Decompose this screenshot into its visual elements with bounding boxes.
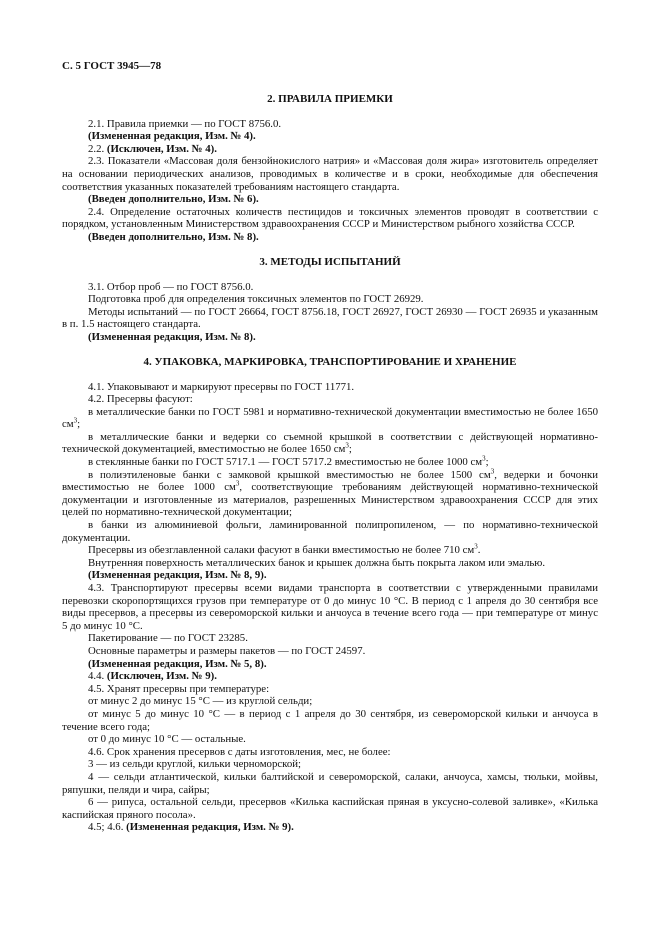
paragraph-text: ; xyxy=(77,418,81,431)
paragraph-text: 3.1. Отбор проб — по ГОСТ 8756.0. xyxy=(88,280,254,293)
paragraph xyxy=(62,771,598,796)
amendment-note xyxy=(62,569,598,582)
paragraph-text: от минус 5 до минус 10 °С — в период с 1 апреля до 30 сентября, из североморской кильки и анчоуса в течение всего года; xyxy=(62,707,598,733)
paragraph xyxy=(62,155,598,193)
amendment-note: (Измененная редакция, Изм. № 9). xyxy=(126,821,294,834)
paragraph xyxy=(62,695,598,708)
superscript: 3 xyxy=(482,454,486,463)
paragraph-text: (Введен дополнительно, Изм. № 8). xyxy=(88,230,259,243)
paragraph-text: 6 — рипуса, остальной сельди, пресервов «Килька каспийская пряная в уксусно-солевой заливке», «Килька каспийская пряного посола». xyxy=(62,796,598,821)
paragraph xyxy=(62,381,598,394)
paragraph-text: (Измененная редакция, Изм. № 4). xyxy=(88,130,256,143)
paragraph-text: 2.2. xyxy=(88,142,107,155)
paragraph xyxy=(62,557,598,570)
paragraph-text: 4.4. xyxy=(88,670,107,683)
paragraph-text: Пресервы из обезглавленной салаки фасуют в банки вместимостью не более 710 см xyxy=(88,544,475,557)
paragraph xyxy=(62,733,598,746)
paragraph xyxy=(62,683,598,696)
amendment-note xyxy=(62,658,598,671)
paragraph-text: 3 — из сельди круглой, кильки черноморской; xyxy=(88,758,302,771)
paragraph-text: Пакетирование — по ГОСТ 23285. xyxy=(88,632,248,645)
paragraph xyxy=(62,118,598,131)
paragraph-text: 2.1. Правила приемки — по ГОСТ 8756.0. xyxy=(88,117,282,130)
paragraph-text: 4.1. Упаковывают и маркируют пресервы по ГОСТ 11771. xyxy=(88,380,355,393)
paragraph-text: (Введен дополнительно, Изм. № 6). xyxy=(88,193,259,206)
paragraph-text: в стеклянные банки по ГОСТ 5717.1 — ГОСТ 5717.2 вместимостью не более 1000 см xyxy=(88,456,483,469)
amendment-note: (Исключен, Изм. № 4). xyxy=(106,142,217,155)
paragraph-text: ; xyxy=(485,456,489,469)
paragraph-text: (Измененная редакция, Изм. № 8, 9). xyxy=(88,569,267,582)
paragraph-text: в металлические банки и ведерки со съемной крышкой в соответствии с действующей нормативно-технической документацией, вместимостью не более 1650 см xyxy=(62,430,598,456)
paragraph xyxy=(62,670,598,683)
paragraph xyxy=(62,306,598,331)
amendment-note: (Исключен, Изм. № 9). xyxy=(106,670,217,683)
superscript: 3 xyxy=(490,467,495,476)
paragraph xyxy=(62,582,598,632)
paragraph xyxy=(62,758,598,771)
paragraph xyxy=(62,821,598,834)
paragraph-text: 4.6. Срок хранения пресервов с даты изготовления, мес, не более: xyxy=(88,745,391,758)
superscript: 3 xyxy=(474,542,478,551)
paragraph-text: Внутренняя поверхность металлических банок и крышек должна быть покрыта лаком или эмалью. xyxy=(88,556,546,569)
amendment-note xyxy=(62,231,598,244)
paragraph-text: 4.3. Транспортируют пресервы всеми видами транспорта в соответствии с утвержденными правилами перевозки скоропортящихся грузов при температуре от 0 до минус 10 °С. В период с 1 апреля до 30 сентября все виды пресервов, а пресервы из североморской кильки и анчоуса в течение всего года — при температуре от минус 5 до минус 10 °С. xyxy=(62,582,598,632)
paragraph xyxy=(62,293,598,306)
paragraph-text: ; xyxy=(348,443,352,456)
paragraph xyxy=(62,206,598,231)
paragraph xyxy=(62,406,598,431)
section-heading: 3. МЕТОДЫ ИСПЫТАНИЙ xyxy=(259,255,401,268)
paragraph-text: от минус 2 до минус 15 °С — из круглой сельди; xyxy=(88,695,313,708)
paragraph-text: , соответствующие требованиям действующей нормативно-технической документации и изготовленные из материалов, разрешенных Министерством здравоохранения СССР для этих целей по нормативно-технической документации; xyxy=(62,481,598,519)
paragraph xyxy=(62,746,598,759)
superscript: 3 xyxy=(345,441,349,450)
amendment-note xyxy=(62,193,598,206)
paragraph xyxy=(62,544,598,557)
paragraph xyxy=(62,469,598,519)
amendment-note xyxy=(62,331,598,344)
paragraph xyxy=(62,632,598,645)
paragraph-text: (Измененная редакция, Изм. № 8). xyxy=(88,330,256,343)
page-header: С. 5 ГОСТ 3945—78 xyxy=(62,60,162,72)
paragraph-text: в банки из алюминиевой фольги, ламинированной полипропиленом, — по нормативно-технической документации. xyxy=(62,519,598,544)
section-heading: 4. УПАКОВКА, МАРКИРОВКА, ТРАНСПОРТИРОВАНИЕ И ХРАНЕНИЕ xyxy=(143,355,517,368)
paragraph xyxy=(62,281,598,294)
paragraph xyxy=(62,143,598,156)
paragraph-text: 4.5. Хранят пресервы при температуре: xyxy=(88,682,270,695)
paragraph-text: 4.2. Пресервы фасуют: xyxy=(88,393,193,406)
paragraph-text: Подготовка проб для определения токсичных элементов по ГОСТ 26929. xyxy=(88,293,424,306)
superscript: 3 xyxy=(235,479,240,488)
paragraph-text: в полиэтиленовые банки с замковой крышкой вместимостью не более 1500 см xyxy=(88,468,491,481)
paragraph xyxy=(62,456,598,469)
document-content xyxy=(62,93,598,834)
paragraph-text: , ведерки и бочонки вместимостью не более 1000 см xyxy=(62,468,598,494)
paragraph-text: в металлические банки по ГОСТ 5981 и нормативно-технической документации вместимостью не более 1650 см xyxy=(62,405,598,431)
section-heading: 2. ПРАВИЛА ПРИЕМКИ xyxy=(267,92,393,105)
paragraph-text: 4.5; 4.6. xyxy=(88,821,127,834)
paragraph xyxy=(62,431,598,456)
paragraph-text: (Измененная редакция, Изм. № 5, 8). xyxy=(88,657,267,670)
paragraph-text: Методы испытаний — по ГОСТ 26664, ГОСТ 8756.18, ГОСТ 26927, ГОСТ 26930 — ГОСТ 26935 и указанным в п. 1.5 настоящего стандарта. xyxy=(62,305,598,331)
paragraph xyxy=(62,393,598,406)
amendment-note xyxy=(62,130,598,143)
paragraph xyxy=(62,708,598,733)
paragraph xyxy=(62,796,598,821)
paragraph-text: . xyxy=(477,544,481,557)
paragraph-text: от 0 до минус 10 °С — остальные. xyxy=(88,733,246,746)
paragraph-text: 2.3. Показатели «Массовая доля бензойнокислого натрия» и «Массовая доля жира» изготовитель определяет на основании периодических анализов, проводимых в количестве и в сроки, необходимые для обеспечения соответствия указанных показателей требованиям настоящего стандарта. xyxy=(62,155,598,193)
paragraph-text: 2.4. Определение остаточных количеств пестицидов и токсичных элементов проводят в соответствии с порядком, установленным Министерством здравоохранения СССР и Министерством рыбного хозяйства СССР. xyxy=(62,205,598,231)
superscript: 3 xyxy=(73,416,78,425)
document-page xyxy=(62,60,598,834)
paragraph xyxy=(62,645,598,658)
paragraph xyxy=(62,519,598,544)
paragraph-text: Основные параметры и размеры пакетов — по ГОСТ 24597. xyxy=(88,644,366,657)
paragraph-text: 4 — сельди атлантической, кильки балтийской и североморской, салаки, анчоуса, хамсы, тюльки, мойвы, ряпушки, пеляди и чира, сайры; xyxy=(62,770,598,796)
